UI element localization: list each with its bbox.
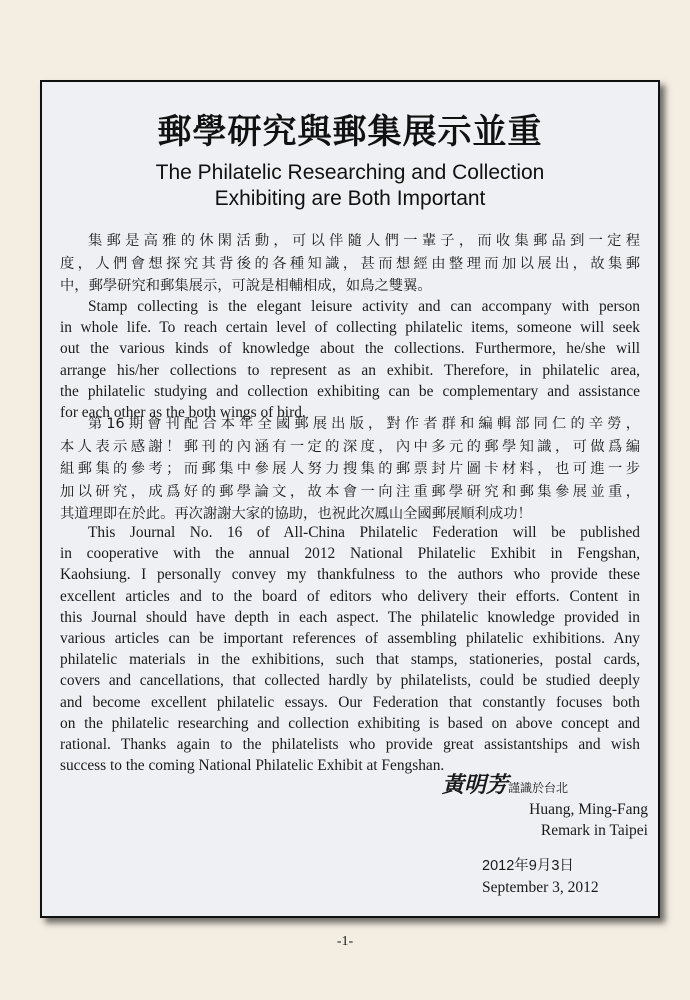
text-line: covers and cancellations, that collected hardly by philatelists, could be studied deeply [60,672,640,690]
text-line: philatelic materials in the exhibitions, such that stamps, stationeries, postal cards, [60,651,640,669]
text-line: in whole life. To reach certain level of collecting philatelic items, someone will seek [60,319,640,337]
text-line: arrange his/her collections to represent as an exhibit. Therefore, in philatelic area, [60,361,640,379]
date-english: September 3, 2012 [482,879,599,896]
text-line: 組郵集的參考；而郵集中參展人努力搜集的郵票封片圖卡材料，也可進一步 [60,461,640,477]
text-line: 中，郵學研究和郵集展示，可說是相輔相成，如鳥之雙翼。 [60,278,432,294]
title-en-line: Exhibiting are Both Important [214,187,486,210]
text-line: on the philatelic researching and collection exhibiting is based on above concept and [60,714,640,732]
text-line: various articles can be important references of assembling philatelic exhibitions. Any [60,630,640,648]
date-chinese: 2012年9月3日 [482,858,574,874]
text-line: and become excellent philatelic essays. Our Federation that constantly focuses both [60,693,640,711]
date-block [482,856,599,898]
text-line: success to the coming National Philatelic Exhibit at Fengshan. [60,757,445,775]
page-number: -1- [336,934,354,949]
paragraph-1-english [60,296,640,423]
text-line: 本人表示感謝！郵刊的內涵有一定的深度，內中多元的郵學知識，可做爲編 [60,438,640,455]
signature-block [442,768,652,841]
text-line: the philatelic studying and collection exhibiting can be complementary and assistance [60,382,640,400]
signature-remark-english: Remark in Taipei [540,822,648,839]
text-line: in cooperative with the annual 2012 National Philatelic Exhibit in Fengshan, [60,545,640,563]
editorial-box [40,80,660,918]
title-chinese: 郵學研究與郵集展示並重 [157,112,543,152]
text-line: Stamp collecting is the elegant leisure activity and can accompany with person [88,298,640,315]
signature-name-chinese: 黃明芳 [442,772,509,798]
signature-name-english: Huang, Ming-Fang [529,801,648,818]
signature-remark-chinese: 謹識於台北 [508,781,569,795]
text-line: This Journal No. 16 of All-China Philatelic Federation will be published [88,524,640,541]
title-en-line: The Philatelic Researching and Collection [155,161,545,184]
text-line: 其道理即在於此。再次謝謝大家的協助，也祝此次鳳山全國郵展順利成功！ [60,506,532,522]
text-line: 集郵是高雅的休閑活動，可以伴隨人們一輩子，而收集郵品到一定程 [88,233,640,249]
paragraph-2-english [60,522,640,776]
text-line: Kaohsiung. I personally convey my thankfulness to the authors who provide these [60,566,640,584]
text-line: out the various kinds of knowledge about the collections. Furthermore, he/she will [60,340,640,358]
text-line: this Journal should have depth in each aspect. The philatelic knowledge provided in [60,608,640,626]
text-line: 度，人們會想探究其背後的各種知識，甚而想經由整理而加以展出，故集郵 [60,255,640,272]
text-line: for each other as the both wings of bird. [60,404,306,422]
title-english [42,160,658,212]
text-line: 加以研究，成爲好的郵學論文，故本會一向注重郵學研究和郵集參展並重， [60,483,640,500]
text-line: rational. Thanks again to the philatelists who provide great assistantships and wish [60,736,640,754]
paragraph-2-chinese [60,413,640,526]
text-line: 第16期會刊配合本年全國郵展出版，對作者群和編輯部同仁的辛勞， [88,416,640,432]
text-line: excellent articles and to the board of editors who delivery their efforts. Content in [60,587,640,605]
paragraph-1-chinese [60,230,640,298]
